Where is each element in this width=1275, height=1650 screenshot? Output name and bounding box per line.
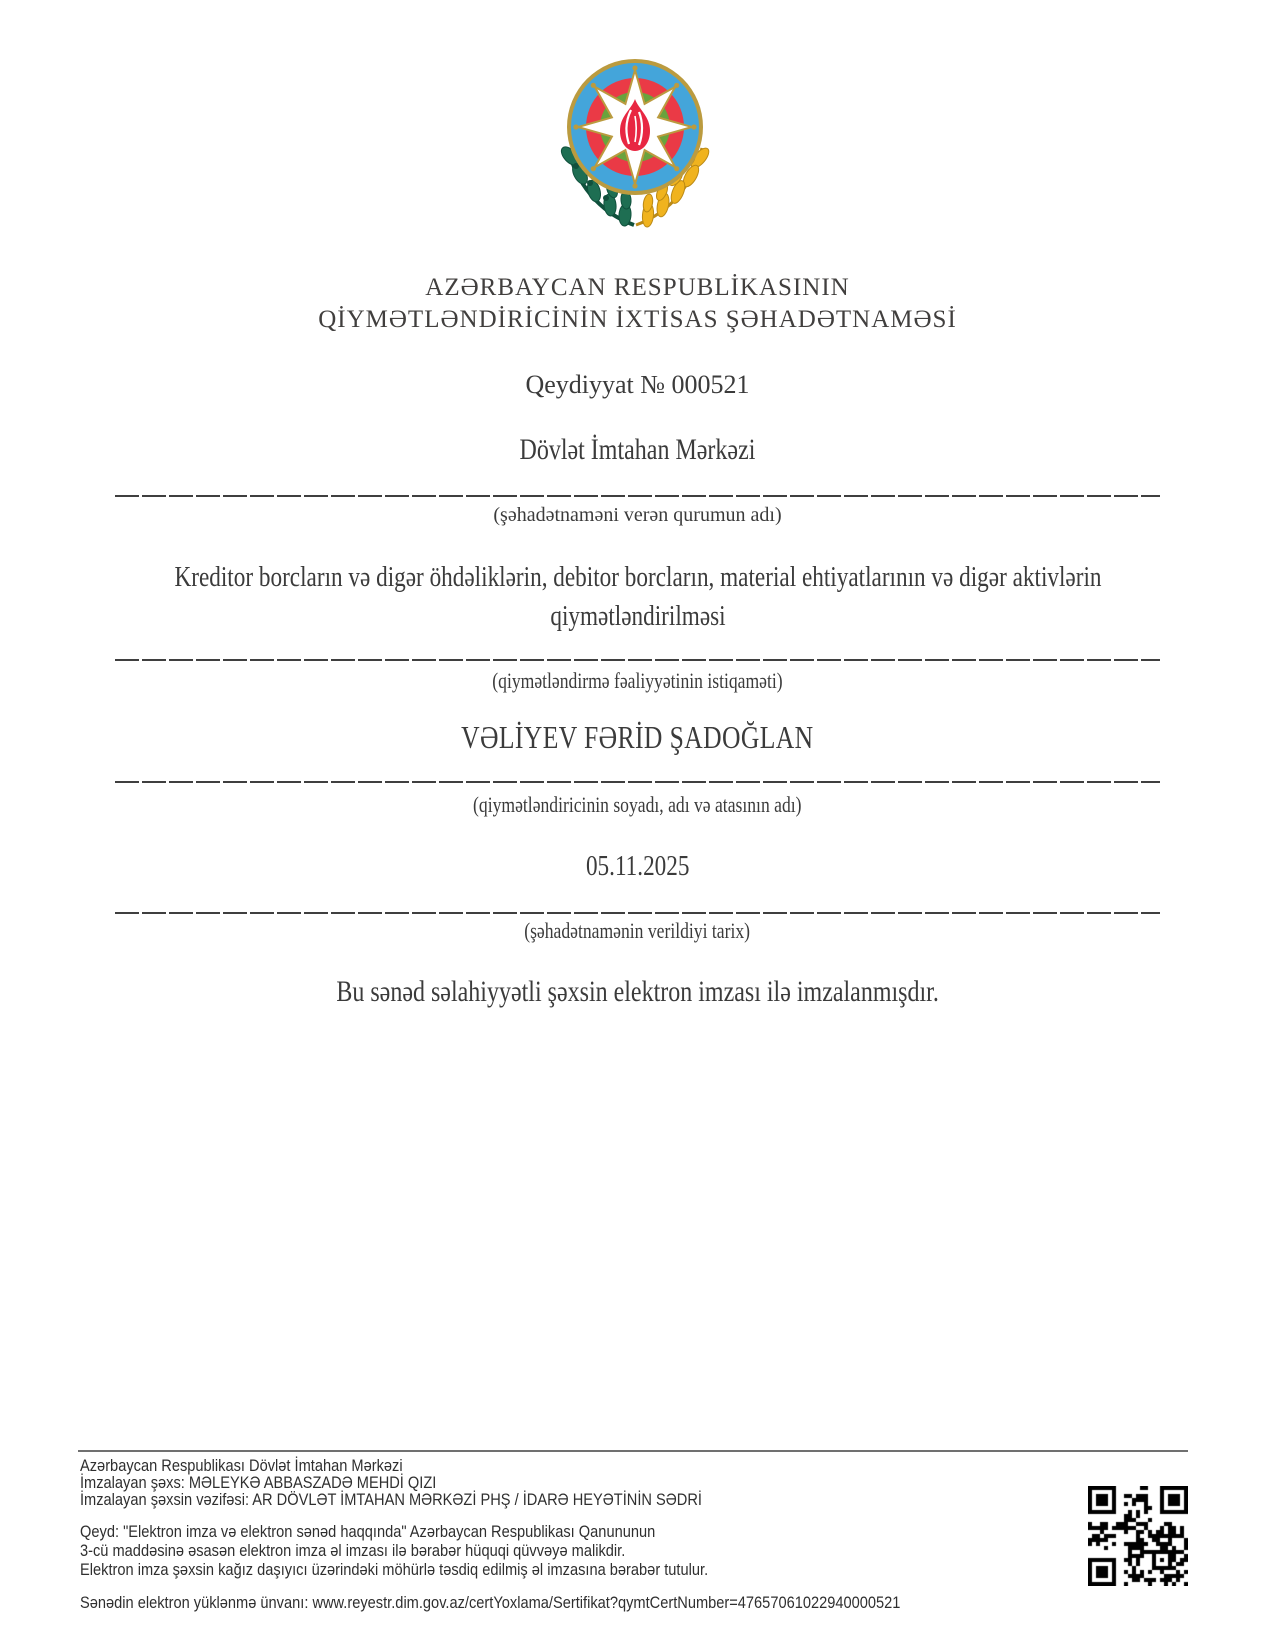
azerbaijan-coat-of-arms-icon <box>510 52 760 237</box>
activity-direction-caption <box>0 668 1275 694</box>
activity-direction-caption-text: (qiymətləndirmə fəaliyyətinin istiqaməti) <box>492 668 783 693</box>
footer-organization-text: Azərbaycan Respublikası Dövlət İmtahan Mərkəzi <box>80 1456 403 1475</box>
issue-date-text: 05.11.2025 <box>585 850 690 882</box>
valuer-name-caption <box>0 792 1275 818</box>
title-line-1: AZƏRBAYCAN RESPUBLİKASININ <box>425 274 850 301</box>
issue-date-caption <box>0 918 1275 944</box>
valuer-name-caption-text: (qiymətləndiricinin soyadı, adı və atasının adı) <box>473 792 802 817</box>
footer-legal-note-text-2: 3-cü maddəsinə əsasən elektron imza əl imzası ilə bərabər hüquqi qüvvəyə malikdir. <box>80 1541 626 1560</box>
issuer-name-text: Dövlət İmtahan Mərkəzi <box>519 433 756 466</box>
valuer-name-value <box>0 719 1275 755</box>
footer-signer <box>80 1474 494 1491</box>
field-underline-3 <box>115 781 1160 783</box>
footer-signer-title <box>80 1491 803 1508</box>
footer-legal-note-text-1: Qeyd: "Elektron imza və elektron sənəd haqqında" Azərbaycan Respublikası Qanununun <box>80 1522 656 1541</box>
issuer-field-caption: (şəhadətnaməni verən qurumun adı) <box>493 504 782 526</box>
footer-legal-note-line-3 <box>80 1561 810 1578</box>
qr-code <box>1088 1486 1188 1586</box>
footer-organization <box>80 1457 455 1474</box>
title-line-2: QİYMƏTLƏNDİRİCİNİN İXTİSAS ŞƏHADƏTNAMƏSİ <box>318 306 957 333</box>
footer-download-url-text: Sənədin elektron yüklənmə ünvanı: www.reyestr.dim.gov.az/certYoxlama/Sertifikat?qymtCertNumber=47657061022940000521 <box>80 1593 901 1612</box>
document-title <box>0 272 1275 336</box>
footer-signer-text: İmzalayan şəxs: MƏLEYKƏ ABBASZADƏ MEHDİ QIZI <box>80 1473 437 1492</box>
footer-legal-note-line-1 <box>80 1523 749 1540</box>
issuer-field-value <box>0 433 1275 467</box>
esignature-note <box>0 975 1275 1009</box>
footer-download-url <box>80 1594 1034 1611</box>
esignature-note-text: Bu sənəd səlahiyyətli şəxsin elektron imzası ilə imzalanmışdır. <box>336 975 939 1008</box>
field-underline-1 <box>115 495 1160 497</box>
valuer-name-text: VƏLİYEV FƏRİD ŞADOĞLAN <box>461 719 814 755</box>
emblem-shield <box>567 59 703 195</box>
footer-signer-title-text: İmzalayan şəxsin vəzifəsi: AR DÖVLƏT İMTAHAN MƏRKƏZİ PHŞ / İDARƏ HEYƏTİNİN SƏDRİ <box>80 1490 702 1509</box>
footer-divider <box>78 1450 1188 1452</box>
footer-legal-note-line-2 <box>80 1542 714 1559</box>
registration-number: Qeydiyyat № 000521 <box>525 370 750 399</box>
field-underline-4 <box>115 912 1160 914</box>
field-underline-2 <box>115 659 1160 661</box>
issue-date-value <box>0 850 1275 883</box>
issue-date-caption-text: (şəhadətnamənin verildiyi tarix) <box>524 918 751 943</box>
footer-legal-note-text-3: Elektron imza şəxsin kağız daşıyıcı üzərindəki möhürlə təsdiq edilmiş əl imzasına bərabər tutulur. <box>80 1560 709 1579</box>
activity-direction-value: Kreditor borcların və digər öhdəliklərin, debitor borcların, material ehtiyatlarının və digər aktivlərin qiymətləndirilməsi <box>173 561 1102 632</box>
